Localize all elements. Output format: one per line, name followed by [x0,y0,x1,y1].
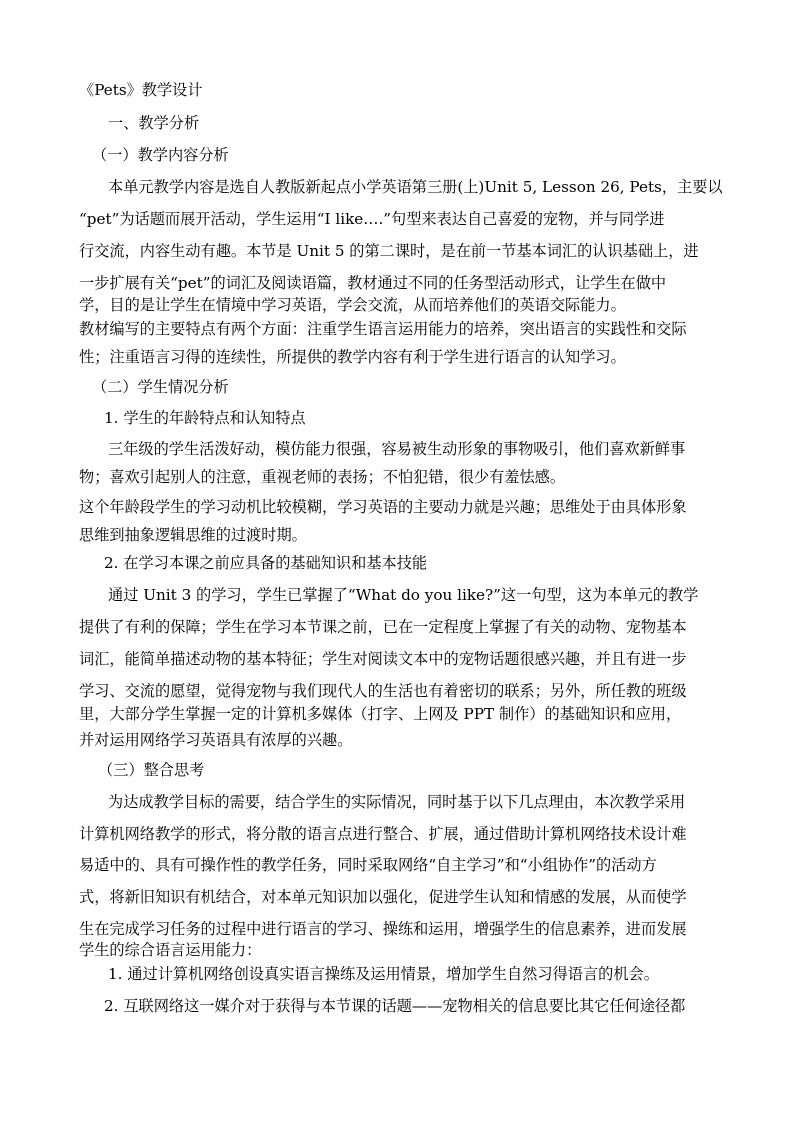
text-line: 易适中的、具有可操作性的教学任务，同时采取网络“自主学习”和“小组协作”的活动方 [79,856,657,874]
text-line: 教材编写的主要特点有两个方面：注重学生语言运用能力的培养，突出语言的实践性和交际 [79,320,687,338]
item-heading-age-traits: 1. 学生的年龄特点和认知特点 [104,409,306,427]
text-line: 式，将新旧知识有机结合，对本单元知识加以强化，促进学生认知和情感的发展，从而使学 [79,888,687,906]
list-item: 1. 通过计算机网络创设真实语言操练及运用情景，增加学生自然习得语言的机会。 [108,965,659,983]
section-heading-analysis: 一、教学分析 [108,114,200,132]
text-line: 思维到抽象逻辑思维的过渡时期。 [79,526,307,544]
text-line: 词汇，能简单描述动物的基本特征；学生对阅读文本中的宠物话题很感兴趣，并且有进一步 [79,650,687,668]
text-line: 物；喜欢引起别人的注意，重视老师的表扬；不怕犯错，很少有羞怯感。 [79,468,565,486]
text-line: 学习、交流的愿望，觉得宠物与我们现代人的生活也有着密切的联系；另外，所任教的班级 [79,682,687,700]
subsection-heading-integration: （三）整合思考 [98,761,205,779]
text-line: 学，目的是让学生在情境中学习英语，学会交流，从而培养他们的英语交际能力。 [79,296,626,314]
text-line: “pet”为话题而展开活动，学生运用“I like….”句型来表达自己喜爱的宠物，并与同学进 [79,210,665,228]
text-line: 性；注重语言习得的连续性，所提供的教学内容有利于学生进行语言的认知学习。 [79,348,626,366]
text-line: 一步扩展有关“pet”的词汇及阅读语篇，教材通过不同的任务型活动形式，让学生在做中 [79,274,667,292]
subsection-heading-content: （一）教学内容分析 [92,146,229,164]
text-line: 这个年龄段学生的学习动机比较模糊，学习英语的主要动力就是兴趣；思维处于由具体形象 [79,498,687,516]
text-line: 里，大部分学生掌握一定的计算机多媒体（打字、上网及 PPT 制作）的基础知识和应用， [79,705,682,723]
text-line: 生在完成学习任务的过程中进行语言的学习、操练和运用，增强学生的信息素养，进而发展 [79,920,687,938]
item-heading-prior-knowledge: 2. 在学习本课之前应具备的基础知识和基本技能 [104,554,428,572]
list-item: 2. 互联网络这一媒介对于获得与本节课的话题——宠物相关的信息要比其它任何途径都 [104,997,686,1015]
text-line: 计算机网络教学的形式，将分散的语言点进行整合、扩展，通过借助计算机网络技术设计难 [79,825,687,843]
document-title: 《Pets》教学设计 [79,81,203,99]
text-line: 通过 Unit 3 的学习，学生已掌握了“What do you like?”这一句型，这为本单元的教学 [108,586,699,604]
text-line: 三年级的学生活泼好动，模仿能力很强，容易被生动形象的事物吸引，他们喜欢新鲜事 [108,440,686,458]
subsection-heading-students: （二）学生情况分析 [92,378,229,396]
text-line: 为达成教学目标的需要，结合学生的实际情况，同时基于以下几点理由，本次教学采用 [108,793,686,811]
text-line: 提供了有利的保障；学生在学习本节课之前，已在一定程度上掌握了有关的动物、宠物基本 [79,618,687,636]
text-line: 学生的综合语言运用能力： [79,941,262,959]
text-line: 本单元教学内容是选自人教版新起点小学英语第三册(上)Unit 5, Lesson 26, Pets，主要以 [108,178,723,196]
text-line: 行交流，内容生动有趣。本节是 Unit 5 的第二课时，是在前一节基本词汇的认识基础上，进 [79,242,699,260]
text-line: 并对运用网络学习英语具有浓厚的兴趣。 [79,731,353,749]
